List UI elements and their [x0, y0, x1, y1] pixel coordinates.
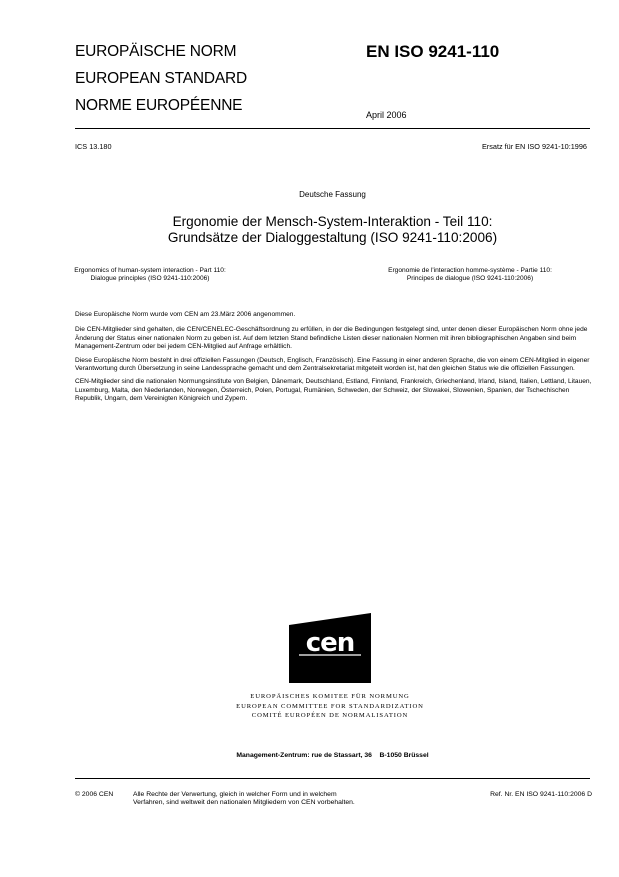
- adoption-paragraph: Diese Europäische Norm wurde vom CEN am 23.März 2006 angenommen.: [75, 311, 296, 318]
- body-text: [75, 311, 595, 409]
- publication-date: April 2006: [366, 110, 407, 120]
- cen-logo: [289, 613, 371, 683]
- title-french: [345, 267, 595, 284]
- norm-title-de: EUROPÄISCHE NORM: [75, 43, 237, 60]
- cen-logo-lettering: cen: [305, 628, 355, 658]
- committee-name-de: EUROPÄISCHES KOMITEE FÜR NORMUNG: [250, 693, 410, 700]
- title-english-line1: Ergonomics of human-system interaction - Part 110:: [74, 267, 226, 274]
- title-french-line2: Principes de dialogue (ISO 9241-110:2006): [406, 275, 534, 283]
- main-title-line2: Grundsätze der Dialoggestaltung (ISO 9241-110:2006): [167, 230, 498, 245]
- ics-code: ICS 13.180: [75, 142, 112, 151]
- rights-statement-line1: Alle Rechte der Verwertung, gleich in welcher Form und in welchem: [133, 791, 337, 798]
- copyright-notice: © 2006 CEN: [75, 791, 114, 798]
- official-versions-paragraph: Diese Europäische Norm besteht in drei offiziellen Fassungen (Deutsch, Englisch, Französisch). Eine Fassung in einer anderen Sprache, die von einem CEN-Mitglied in eigener Verantwortung durch Übersetzung in seine Landessprache gemacht und dem Zentralsekretariat mitgeteilt worden ist, hat den gleichen Status wie die offiziellen Fassungen.: [75, 356, 590, 373]
- norm-title-fr: NORME EUROPÉENNE: [75, 97, 243, 114]
- title-english-line2: Dialogue principles (ISO 9241-110:2006): [90, 275, 210, 283]
- footer-divider: [75, 778, 590, 779]
- version-note: Deutsche Fassung: [299, 190, 366, 199]
- members-obligation-paragraph: Die CEN-Mitglieder sind gehalten, die CEN/CENELEC-Geschäftsordnung zu erfüllen, in der die Bedingungen festgelegt sind, unter denen dieser Europäischen Norm ohne jede Änderung der Status einer nationalen Norm zu geben ist. Auf dem letzten Stand befindliche Listen dieser nationalen Normen mit ihren bibliographischen Angaben sind beim Management-Zentrum oder bei jedem CEN-Mitglied auf Anfrage erhältlich.: [75, 326, 588, 351]
- committee-names: [190, 692, 470, 721]
- main-title-line1: Ergonomie der Mensch-System-Interaktion - Teil 110:: [172, 214, 493, 229]
- supersedes-note: Ersatz für EN ISO 9241-10:1996: [481, 142, 587, 151]
- document-number: EN ISO 9241-110: [366, 42, 500, 61]
- members-list-paragraph: CEN-Mitglieder sind die nationalen Normungsinstitute von Belgien, Dänemark, Deutschland, Estland, Finnland, Frankreich, Griechenland, Irland, Island, Italien, Lettland, Litauen, Luxemburg, Malta, den Niederlanden, Norwegen, Österreich, Polen, Portugal, Rumänien, Schweden, der Schweiz, der Slowakei, Slowenien, Spanien, der Tschechischen Republik, Ungarn, dem Vereinigten Königreich und Zypern.: [75, 378, 592, 403]
- management-centre-address: Management-Zentrum: rue de Stassart, 36 B-1050 Brüssel: [236, 752, 429, 759]
- committee-name-fr: COMITÉ EUROPÉEN DE NORMALISATION: [251, 712, 409, 719]
- rights-statement: [133, 791, 355, 808]
- title-french-line1: Ergonomie de l'interaction homme-système - Partie 110:: [388, 267, 552, 274]
- rights-statement-line2: Verfahren, sind weltweit den nationalen Mitgliedern von CEN vorbehalten.: [133, 799, 355, 807]
- title-english: [25, 267, 275, 284]
- reference-number: Ref. Nr. EN ISO 9241-110:2006 D: [490, 791, 592, 798]
- committee-name-en: EUROPEAN COMMITTEE FOR STANDARDIZATION: [236, 702, 424, 710]
- main-title: [75, 214, 590, 246]
- header-divider: [75, 128, 590, 129]
- norm-title-en: EUROPEAN STANDARD: [75, 70, 248, 87]
